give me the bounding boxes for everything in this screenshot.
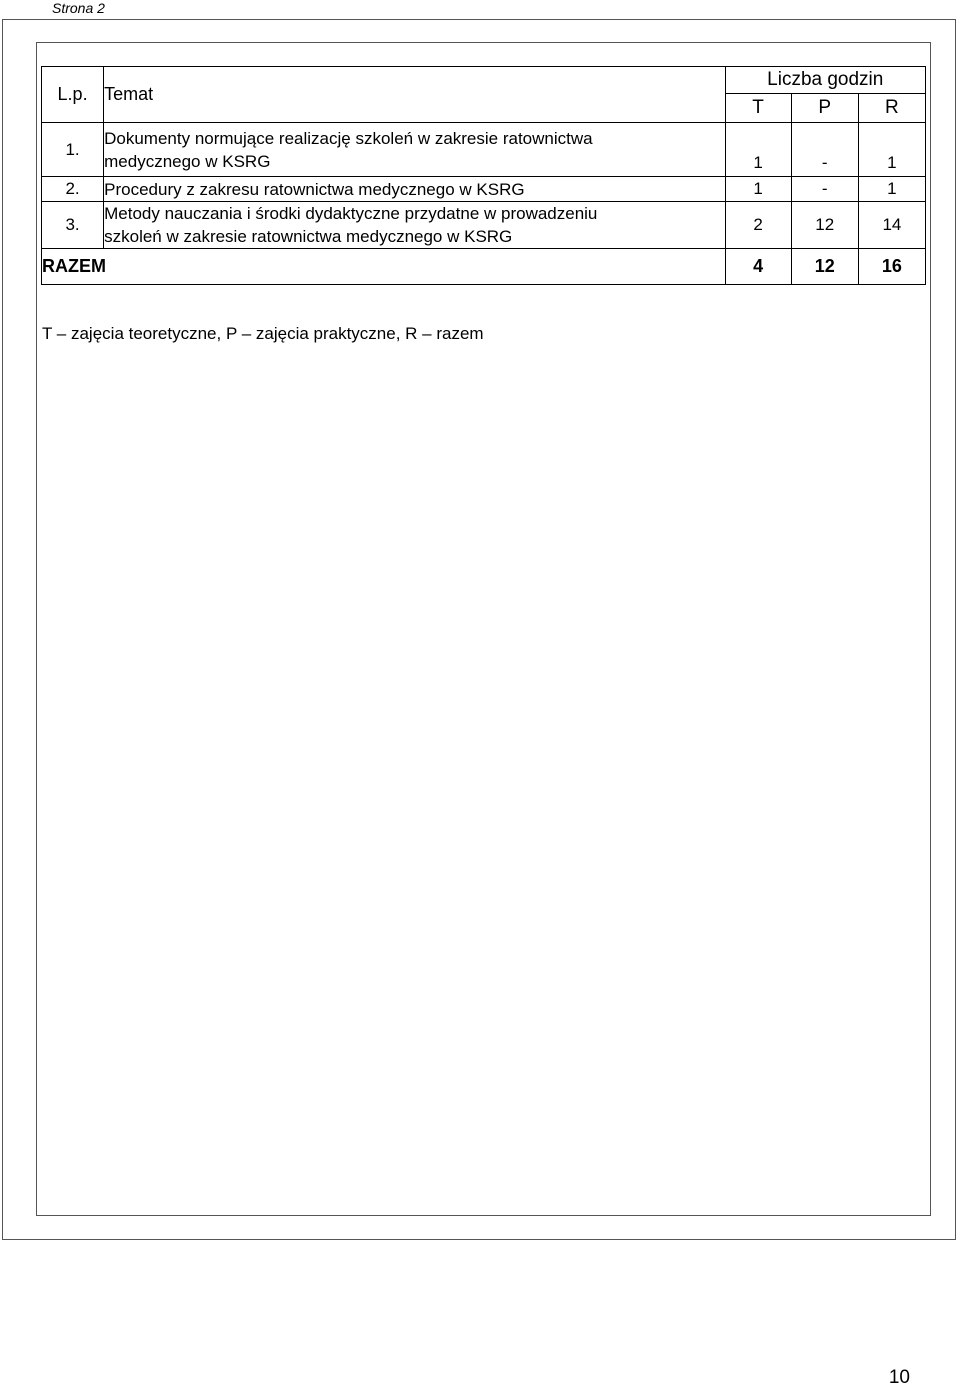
header-liczba-godzin: Liczba godzin bbox=[725, 67, 925, 94]
row-temat-line: Metody nauczania i środki dydaktyczne przydatne w prowadzeniu bbox=[104, 204, 598, 223]
row-lp: 1. bbox=[42, 123, 104, 177]
total-label: RAZEM bbox=[42, 249, 726, 285]
header-lp: L.p. bbox=[42, 67, 104, 123]
header-temat: Temat bbox=[104, 67, 725, 123]
table-row bbox=[42, 123, 926, 177]
page-number: 10 bbox=[888, 1367, 910, 1388]
row-hours-t: 1 bbox=[725, 177, 791, 202]
header-r: R bbox=[858, 94, 925, 123]
total-hours-r: 16 bbox=[858, 249, 925, 285]
row-temat bbox=[104, 202, 725, 249]
row-temat bbox=[104, 177, 725, 202]
table-row bbox=[42, 202, 926, 249]
row-hours-r: 14 bbox=[858, 202, 925, 249]
total-hours-t: 4 bbox=[725, 249, 791, 285]
row-lp: 2. bbox=[42, 177, 104, 202]
row-hours-p: - bbox=[791, 123, 858, 177]
table-header-row bbox=[42, 67, 926, 94]
table-total-row bbox=[42, 249, 926, 285]
row-temat-line: Dokumenty normujące realizację szkoleń w zakresie ratownictwa bbox=[104, 128, 593, 148]
row-hours-t: 2 bbox=[725, 202, 791, 249]
row-hours-r: 1 bbox=[858, 123, 925, 177]
row-hours-r: 1 bbox=[858, 177, 925, 202]
total-hours-p: 12 bbox=[791, 249, 858, 285]
training-hours-table bbox=[41, 66, 926, 285]
row-temat-line: szkoleń w zakresie ratownictwa medycznego w KSRG bbox=[104, 227, 513, 246]
page-header-label: Strona 2 bbox=[52, 0, 105, 16]
header-t: T bbox=[725, 94, 791, 123]
abbreviation-legend: T – zajęcia teoretyczne, P – zajęcia praktyczne, R – razem bbox=[42, 324, 484, 343]
header-p: P bbox=[791, 94, 858, 123]
row-temat bbox=[104, 123, 725, 177]
row-temat-line: Procedury z zakresu ratownictwa medycznego w KSRG bbox=[104, 179, 525, 199]
row-hours-t: 1 bbox=[725, 123, 791, 177]
row-lp: 3. bbox=[42, 202, 104, 249]
row-hours-p: 12 bbox=[791, 202, 858, 249]
row-temat-line: medycznego w KSRG bbox=[104, 151, 271, 171]
row-hours-p: - bbox=[791, 177, 858, 202]
table-row bbox=[42, 177, 926, 202]
